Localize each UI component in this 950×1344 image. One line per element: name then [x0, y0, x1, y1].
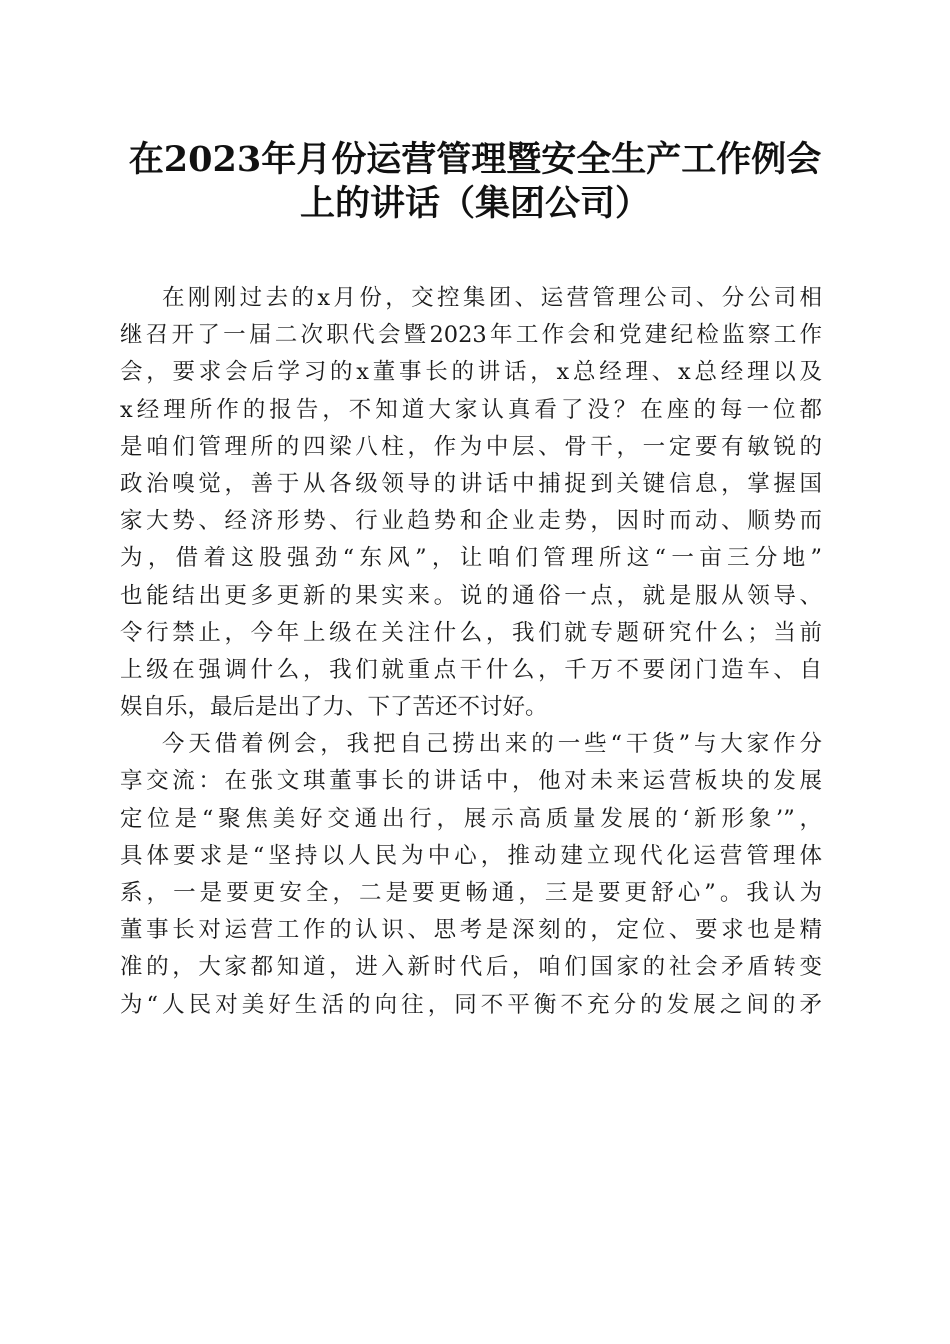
text-line: 会，要求会后学习的x董事长的讲话，x总经理、x总经理以及: [120, 359, 822, 386]
text-line: 上级在强调什么，我们就重点干什么，千万不要闭门造车、自: [120, 656, 822, 683]
document-body: [120, 280, 822, 1024]
text-line: 为“人民对美好生活的向往，同不平衡不充分的发展之间的矛: [120, 991, 822, 1018]
document-title: [100, 138, 850, 226]
text-line: 在刚刚过去的x月份，交控集团、运营管理公司、分公司相: [162, 285, 822, 311]
text-line: 政治嗅觉，善于从各级领导的讲话中捕捉到关键信息，掌握国: [120, 470, 822, 497]
text-line: 准的，大家都知道，进入新时代后，咱们国家的社会矛盾转变: [120, 954, 822, 981]
text-line: 家大势、经济形势、行业趋势和企业走势，因时而动、顺势而: [120, 508, 822, 535]
text-line: 也能结出更多更新的果实来。说的通俗一点，就是服从领导、: [120, 582, 822, 609]
title-line-2: 上的讲话（集团公司）: [299, 183, 650, 224]
text-line: 享交流：在张文琪董事长的讲话中，他对未来运营板块的发展: [120, 768, 822, 795]
title-line-1: 在2023年月份运营管理暨安全生产工作例会: [128, 139, 822, 180]
text-line: 继召开了一届二次职代会暨2023年工作会和党建纪检监察工作: [120, 322, 822, 349]
text-line: 为，借着这股强劲“东风”，让咱们管理所这“一亩三分地”: [120, 545, 822, 572]
text-line: 具体要求是“坚持以人民为中心，推动建立现代化运营管理体: [120, 842, 822, 869]
text-line: 董事长对运营工作的认识、思考是深刻的，定位、要求也是精: [120, 917, 822, 944]
text-line: 令行禁止，今年上级在关注什么，我们就专题研究什么；当前: [120, 619, 822, 646]
paragraph-2: [120, 726, 822, 1024]
text-line: 今天借着例会，我把自己捞出来的一些“干货”与大家作分: [162, 731, 822, 758]
text-line: 系，一是要更安全，二是要更畅通，三是要更舒心”。我认为: [120, 880, 822, 906]
text-line: x经理所作的报告，不知道大家认真看了没？在座的每一位都: [120, 396, 822, 423]
paragraph-1: [120, 280, 822, 726]
text-line: 定位是“聚焦美好交通出行，展示高质量发展的‘新形象’”，: [120, 805, 822, 832]
text-line: 是咱们管理所的四梁八柱，作为中层、骨干，一定要有敏锐的: [120, 433, 822, 460]
text-line: 娱自乐，最后是出了力、下了苦还不讨好。: [120, 694, 548, 721]
